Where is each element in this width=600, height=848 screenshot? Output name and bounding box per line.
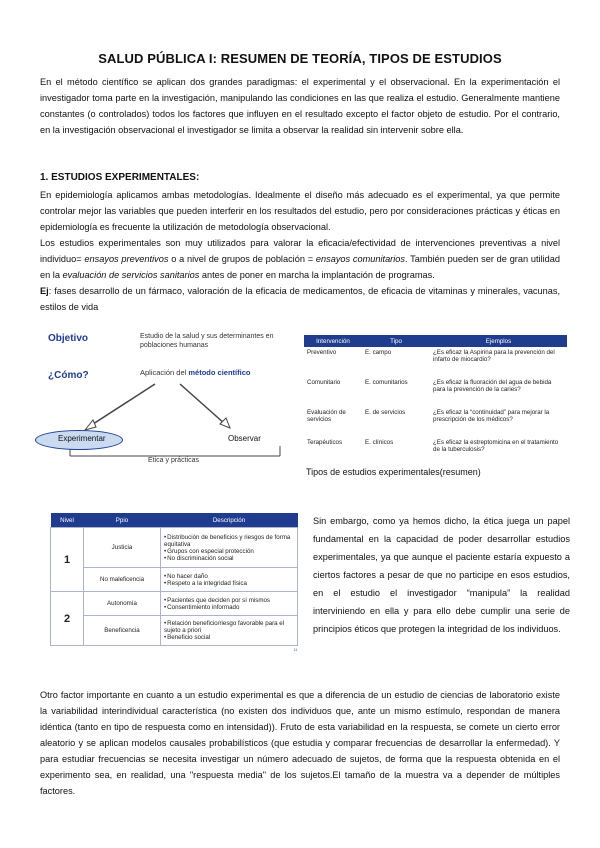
nivel-cell: 1 <box>51 528 84 592</box>
ethics-paragraph: Sin embargo, como ya hemos dicho, la ética juega un papel fundamental en la capacidad de poder desarrollar estudios experimentales, ya que aunque el paciente estaría expuesto a ciertos factores a pesar de que no participe en esos estudios, en el estudio el investigador “manipula” la realidad interviniendo en ella y para ello debe cumplir una serie de principios éticos que protegen la integridad de los individuos. <box>313 516 570 634</box>
left-arrow <box>90 384 155 426</box>
header-cell: Nivel <box>51 513 84 528</box>
header-cell: Intervención <box>304 335 362 347</box>
ppio-cell: Autonomía <box>84 592 161 616</box>
list-item: • Distribución de beneficios y riesgos de forma equitativa <box>164 534 294 548</box>
ppio-cell: Justicia <box>84 528 161 568</box>
header-cell: Ppio <box>84 513 161 528</box>
intro-paragraph: En el método científico se aplican dos grandes paradigmas: el experimental y el observacional. En la experimentación el investigador toma parte en la investigación, manipulando las condiciones en las que realiza el estudio. Generalmente mantiene constantes (o controlados) todos los factores que influyen en el resultado excepto el factor objeto de estudio. Por el contrario, en la investigación observacional el investigador se limita a observar la realidad sin intervenir sobre ella. <box>40 77 560 135</box>
list-item: • Consentimiento informado <box>164 604 294 611</box>
list-item: • Beneficio social <box>164 634 294 641</box>
emphasis-text: ensayos preventivos <box>84 254 169 264</box>
method-diagram <box>30 328 300 468</box>
table-cell: Terapéuticos <box>307 439 343 446</box>
section-heading: 1. ESTUDIOS EXPERIMENTALES: <box>40 172 200 183</box>
table-row <box>51 528 298 568</box>
table-cell: ¿Es eficaz la “continuidad” para mejorar la prescripción de los médicos? <box>433 409 550 423</box>
table-row <box>51 616 298 646</box>
table-cell: ¿Es eficaz la fluoración del agua de bebida para la prevención de la caries? <box>433 379 552 393</box>
paragraph-text: : fases desarrollo de un fármaco, valoración de la eficacia de medicamentos, de eficacia de vitaminas y minerales, vacunas, estilos de vida <box>40 286 560 312</box>
table-header-row <box>304 335 567 347</box>
table-row <box>304 407 567 437</box>
table-header-row <box>51 513 298 528</box>
table-row <box>304 377 567 407</box>
paragraph-text: . También pueden ser de gran utilidad en la <box>40 254 560 280</box>
table-cell: E. campo <box>365 349 392 356</box>
table-cell: E. comunitarios <box>365 379 408 386</box>
header-cell: Descripción <box>161 513 298 528</box>
list-item: • Grupos con especial protección <box>164 548 294 555</box>
como-label: ¿Cómo? <box>48 370 89 381</box>
right-arrow <box>180 384 225 424</box>
table-row <box>51 592 298 616</box>
example-label: Ej <box>40 286 49 296</box>
emphasis-text: evaluación de servicios sanitarios <box>62 270 200 280</box>
aplicacion-prefix: Aplicación del <box>140 368 189 377</box>
table-cell: Preventivo <box>307 349 337 356</box>
list-item: • Relación beneficio/riesgo favorable para el sujeto a priori <box>164 620 294 634</box>
description-cell <box>161 568 298 592</box>
table-cell: Evaluación de servicios <box>307 409 346 423</box>
section-paragraph-1 <box>40 187 560 315</box>
left-arrowhead <box>85 420 96 430</box>
objetivo-text: Estudio de la salud y sus determinantes en poblaciones humanas <box>140 333 274 349</box>
description-cell <box>161 616 298 646</box>
table-footer-row <box>51 646 298 653</box>
header-cell: Ejemplos <box>430 335 567 347</box>
table-cell: E. de servicios <box>365 409 406 416</box>
table-row <box>304 347 567 377</box>
description-cell <box>161 528 298 568</box>
list-item: • No hacer daño <box>164 573 294 580</box>
right-arrowhead <box>220 418 230 428</box>
table-cell: ¿Es eficaz la Aspirina para la prevención del infarto de miocardio? <box>433 349 555 363</box>
principios-table <box>50 513 298 652</box>
objetivo-label: Objetivo <box>48 333 89 344</box>
page-mark: 11 <box>293 646 298 652</box>
metodo-cientifico-text: método científico <box>188 368 251 377</box>
list-item: • Respeto a la integridad física <box>164 580 294 587</box>
table-cell: ¿Es eficaz la estreptomicina en el tratamiento de la tuberculosis? <box>433 439 559 453</box>
header-cell: Tipo <box>362 335 430 347</box>
paragraph-text: antes de poner en marcha la implantación de programas. <box>199 270 435 280</box>
paragraph-text: o a nivel de grupos de población = <box>168 254 316 264</box>
paragraph-text: Los estudios experimentales son muy utilizados para valorar la eficacia/efectividad de intervenciones preventivas a nivel individuo= <box>40 238 560 264</box>
observar-label: Observar <box>228 434 261 443</box>
table-row <box>304 437 567 467</box>
experimentar-label: Experimentar <box>58 434 106 443</box>
table-row <box>51 568 298 592</box>
ppio-cell: Beneficencia <box>84 616 161 646</box>
table-cell: E. clínicos <box>365 439 394 446</box>
list-item: • Pacientes que deciden por sí mismos <box>164 597 294 604</box>
table-caption: Tipos de estudios experimentales(resumen) <box>306 467 481 477</box>
description-cell <box>161 592 298 616</box>
final-paragraph: Otro factor importante en cuanto a un estudio experimental es que a diferencia de un estudio de ciencias de laboratorio existe la variabilidad interindividual característica (no existen dos individuos que, ante un mismo estímulo, respondan de manera idéntica (tanto en tipo de respuesta como en intensidad)). Fruto de esta variabilidad en la respuesta, se comete un cierto error aleatorio y se aplican modelos causales probabilísticos (que estudia y comparar frecuencias de desarrollar la enfermedad). Y para estudiar frecuencias se necesita investigar un número adecuado de sujetos, de forma que la respuesta obtenida en el experimento sea, en realidad, una "respuesta media" de los sujetos.El tamaño de la muestra va a depender de múltiples factores. <box>40 690 560 796</box>
list-item: • No discriminación social <box>164 555 294 562</box>
etica-label: Ética y prácticas <box>148 457 199 464</box>
table-cell: Comunitario <box>307 379 341 386</box>
nivel-cell: 2 <box>51 592 84 646</box>
emphasis-text: ensayos comunitarios <box>315 254 405 264</box>
tipos-estudios-table <box>304 335 567 467</box>
page-title: SALUD PÚBLICA I: RESUMEN DE TEORÍA, TIPOS DE ESTUDIOS <box>98 51 502 66</box>
paragraph-text: En epidemiología aplicamos ambas metodologías. Idealmente el diseño más adecuado es el experimental, ya que permite controlar mejor las variables que pueden interferir en los resultados del estudio, pero por consideraciones prácticas y éticas en epidemiología es frecuente la utilización de metodología observacional. <box>40 190 560 232</box>
ppio-cell: No maleficencia <box>84 568 161 592</box>
